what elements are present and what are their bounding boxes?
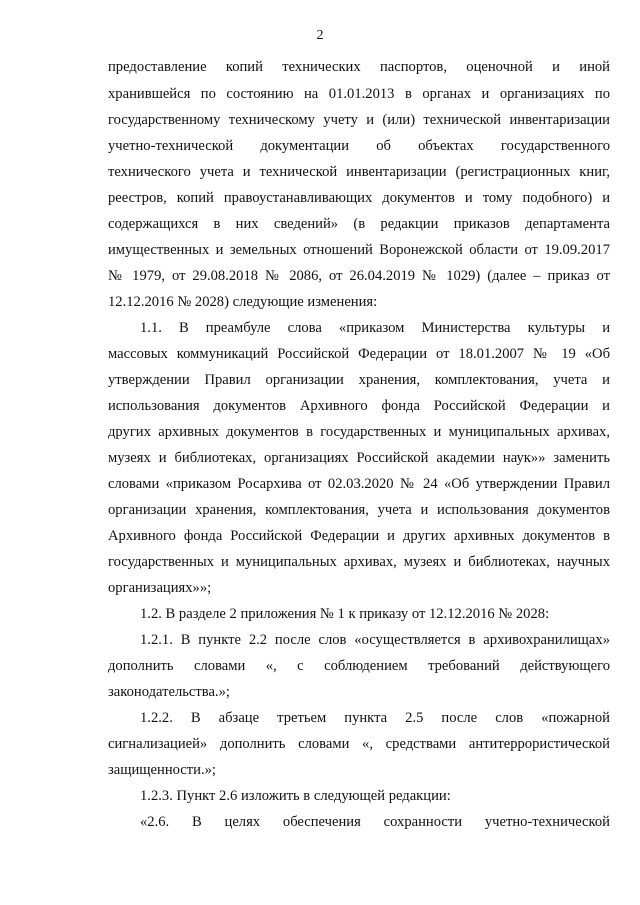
text-line: 1.1. В преамбуле слова «приказом Министерства культуры и xyxy=(140,320,610,336)
text-line: 12.12.2016 № 2028) следующие изменения: xyxy=(108,294,378,310)
text-line: массовых коммуникаций Российской Федерации от 18.01.2007 № 19 «Об xyxy=(108,346,610,362)
text-line: защищенности.»; xyxy=(108,762,216,778)
text-line: дополнить словами «, с соблюдением требований действующего xyxy=(108,658,610,674)
text-line: технического учета и технической инвентаризации (регистрационных книг, xyxy=(108,164,610,180)
text-line: законодательства.»; xyxy=(108,684,230,700)
text-line: имущественных и земельных отношений Воронежской области от 19.09.2017 xyxy=(108,242,610,258)
text-line: государственных и муниципальных архивах, музеях и библиотеках, научных xyxy=(108,554,610,570)
text-line: реестров, копий правоустанавливающих документов и тому подобного) и xyxy=(108,190,610,206)
text-line: «2.6. В целях обеспечения сохранности учетно-технической xyxy=(140,814,610,830)
text-line: 1.2.3. Пункт 2.6 изложить в следующей редакции: xyxy=(140,788,451,804)
text-line: № 1979, от 29.08.2018 № 2086, от 26.04.2019 № 1029) (далее – приказ от xyxy=(108,268,610,284)
text-line: других архивных документов в государственных и муниципальных архивах, xyxy=(108,424,610,440)
text-line: 1.2.2. В абзаце третьем пункта 2.5 после слов «пожарной xyxy=(140,710,610,726)
text-line: использования документов Архивного фонда Российской Федерации и xyxy=(108,398,610,414)
text-line: словами «приказом Росархива от 02.03.2020 № 24 «Об утверждении Правил xyxy=(108,476,610,492)
text-line: утверждении Правил организации хранения, комплектования, учета и xyxy=(108,372,610,388)
text-line: Архивного фонда Российской Федерации и других архивных документов в xyxy=(108,528,610,544)
text-line: организациях»»; xyxy=(108,580,212,596)
text-line: учетно-технической документации об объектах государственного xyxy=(108,138,610,154)
text-line: государственному техническому учету и (или) технической инвентаризации xyxy=(108,112,610,128)
text-line: организации хранения, комплектования, учета и использования документов xyxy=(108,502,610,518)
text-line: хранившейся по состоянию на 01.01.2013 в органах и организациях по xyxy=(108,86,610,102)
text-line: 1.2. В разделе 2 приложения № 1 к приказу от 12.12.2016 № 2028: xyxy=(140,606,550,622)
text-line: сигнализацией» дополнить словами «, средствами антитеррористической xyxy=(108,736,610,752)
text-line: содержащихся в них сведений» (в редакции приказов департамента xyxy=(108,216,610,232)
text-line: предоставление копий технических паспортов, оценочной и иной xyxy=(108,59,610,75)
page-number: 2 xyxy=(316,28,324,43)
text-line: 1.2.1. В пункте 2.2 после слов «осуществляется в архивохранилищах» xyxy=(140,632,610,648)
text-line: музеях и библиотеках, организациях Российской академии наук»» заменить xyxy=(108,450,610,466)
